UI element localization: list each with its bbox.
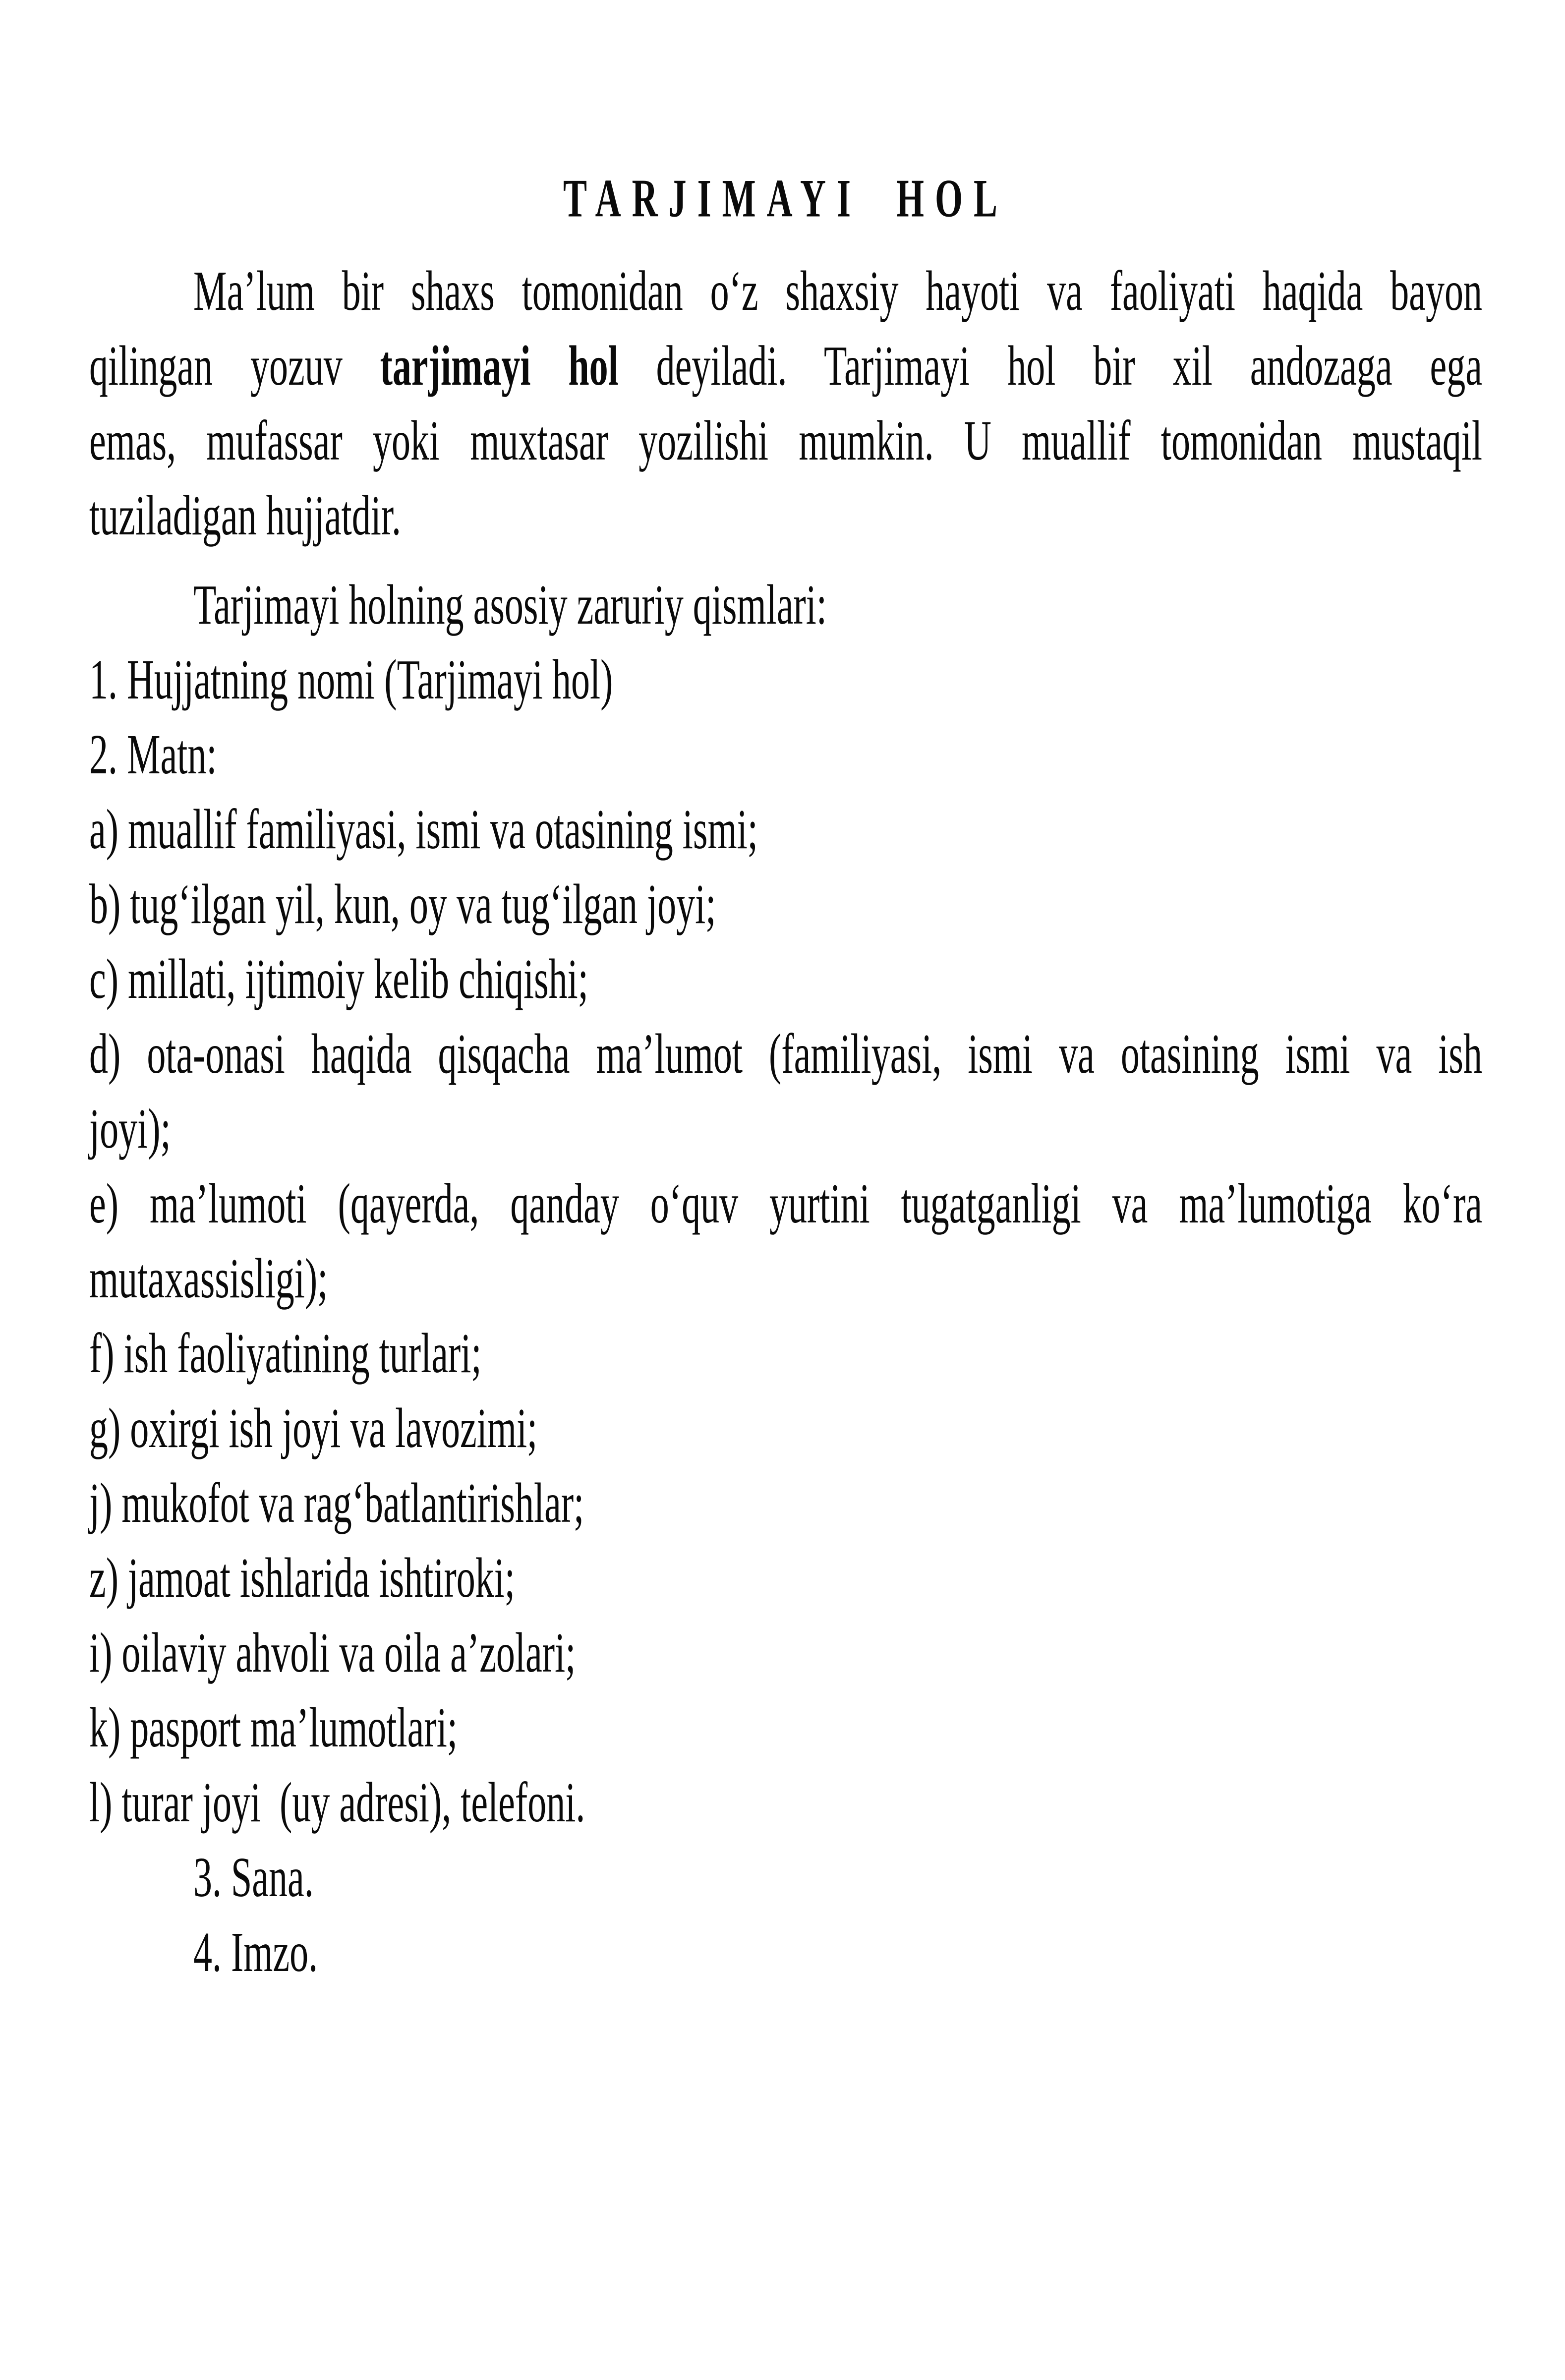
text-segment: qilingan yozuv: [89, 334, 380, 398]
document-body: [0, 254, 1565, 1990]
text-line: l) turar joyi (uy adresi), telefoni.: [89, 1771, 585, 1834]
text-line: Ma’lum bir shaxs tomonidan o‘z shaxsiy hayoti va faoliyati haqida bayon: [193, 259, 1482, 323]
text-line: 1. Hujjatning nomi (Tarjimayi hol): [89, 648, 613, 711]
text-line: Tarjimayi holning asosiy zaruriy qismlari:: [193, 573, 827, 637]
text-line: f) ish faoliyatining turlari;: [89, 1322, 482, 1385]
text-line: 3. Sana.: [193, 1846, 314, 1909]
text-line: k) pasport ma’lumotlari;: [89, 1696, 458, 1759]
text-segment: deyiladi. Tarjimayi hol bir xil andozaga ega: [618, 334, 1483, 398]
text-line: z) jamoat ishlarida ishtiroki;: [89, 1546, 516, 1610]
text-line: mutaxassisligi);: [89, 1247, 328, 1310]
text-line: 4. Imzo.: [193, 1920, 318, 1984]
text-line: d) ota-onasi haqida qisqacha ma’lumot (familiyasi, ismi va otasining ismi va ish: [89, 1022, 1482, 1086]
document-title: TARJIMAYI HOL: [563, 168, 1009, 229]
text-line: c) millati, ijtimoiy kelib chiqishi;: [89, 947, 588, 1011]
text-line: b) tug‘ilgan yil, kun, oy va tug‘ilgan joyi;: [89, 872, 716, 936]
text-line: tuziladigan hujjatdir.: [89, 484, 401, 547]
bold-phrase: tarjimayi hol: [380, 334, 619, 398]
text-line: 2. Matn:: [89, 723, 217, 786]
text-line: [0, 329, 1482, 404]
text-line: emas, mufassar yoki muxtasar yozilishi mumkin. U muallif tomonidan mustaqil: [89, 409, 1482, 472]
text-line: a) muallif familiyasi, ismi va otasining ismi;: [89, 798, 758, 861]
text-line: g) oxirgi ish joyi va lavozimi;: [89, 1396, 538, 1460]
text-line: j) mukofot va rag‘batlantirishlar;: [89, 1471, 584, 1535]
text-line: joyi);: [89, 1097, 171, 1161]
text-line: e) ma’lumoti (qayerda, qanday o‘quv yurtini tugatganligi va ma’lumotiga ko‘ra: [89, 1172, 1482, 1235]
text-line: i) oilaviy ahvoli va oila a’zolari;: [89, 1621, 576, 1684]
